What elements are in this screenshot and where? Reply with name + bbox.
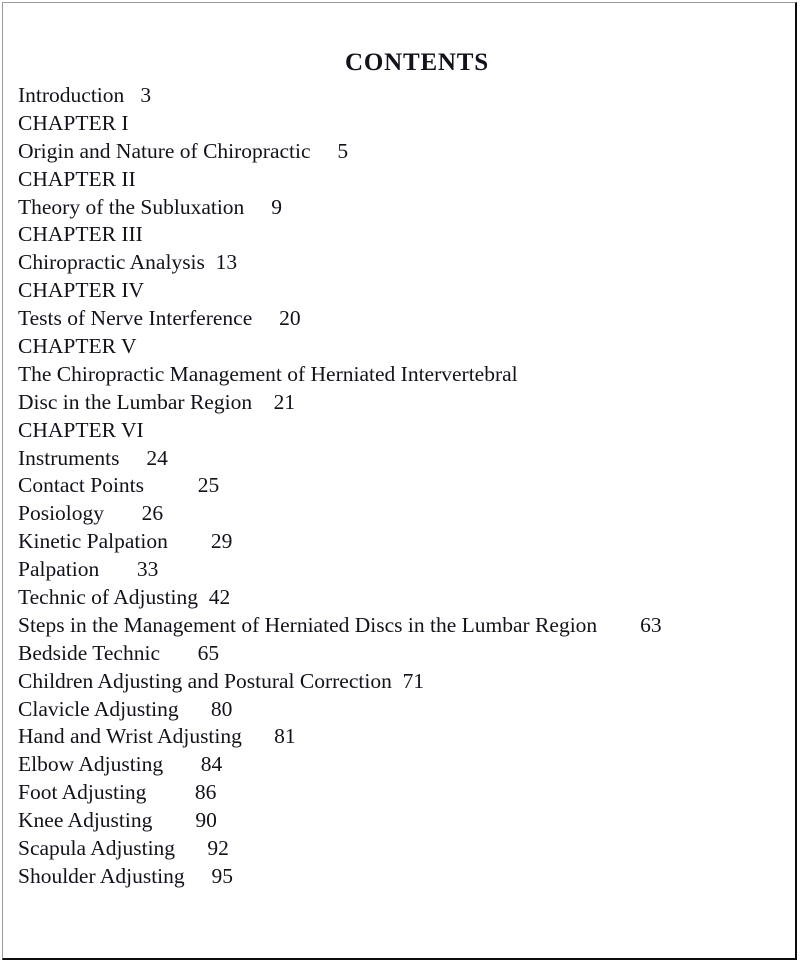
toc-entry-label: Elbow Adjusting [18, 752, 164, 777]
toc-entry[interactable] [18, 277, 798, 305]
toc-entry-label: Kinetic Palpation [18, 529, 168, 554]
toc-entry-page-number: 13 [215, 250, 238, 275]
toc-entry-label: Clavicle Adjusting [18, 696, 179, 721]
toc-entry-label: Origin and Nature of Chiropractic [18, 138, 311, 163]
toc-entry[interactable] [18, 779, 798, 807]
toc-entry-gap [242, 724, 274, 748]
toc-entry-gap [146, 780, 194, 804]
toc-entry[interactable] [18, 333, 798, 361]
toc-entry-page-number: 90 [195, 808, 217, 833]
toc-entry-page-number: 26 [141, 501, 164, 526]
toc-entry-page-number: 9 [271, 194, 282, 219]
toc-entry-label: Introduction [18, 83, 125, 107]
toc-entry-page-number: 42 [208, 585, 231, 610]
toc-entry-label: CHAPTER IV [18, 278, 145, 303]
table-of-contents-list [18, 82, 798, 891]
toc-entry[interactable] [18, 194, 798, 222]
toc-entry[interactable] [18, 612, 798, 640]
toc-entry[interactable] [18, 640, 798, 668]
toc-entry-gap [252, 306, 279, 330]
toc-entry-label: CHAPTER I [18, 110, 129, 135]
toc-entry-label: Scapula Adjusting [18, 836, 176, 861]
toc-entry[interactable] [18, 445, 798, 473]
toc-entry[interactable] [18, 863, 798, 891]
toc-entry-page-number: 20 [279, 306, 301, 331]
toc-entry-label: Chiropractic Analysis [18, 250, 205, 275]
toc-entry[interactable] [18, 556, 798, 584]
toc-entry-label: CHAPTER III [18, 222, 143, 247]
toc-entry-gap [198, 585, 209, 609]
toc-entry-label: Knee Adjusting [18, 808, 153, 833]
toc-entry-label: Foot Adjusting [18, 780, 147, 805]
toc-entry-gap [205, 250, 216, 274]
toc-entry-label: Children Adjusting and Postural Correction [18, 668, 392, 693]
toc-entry[interactable] [18, 166, 798, 194]
toc-entry-label: Tests of Nerve Interference [18, 306, 253, 331]
toc-entry-page-number: 80 [210, 696, 233, 721]
toc-entry-gap [597, 613, 640, 637]
page-title: CONTENTS [345, 49, 489, 76]
toc-entry[interactable] [18, 305, 798, 333]
toc-entry-label: Palpation [18, 557, 100, 582]
toc-entry-gap [144, 473, 198, 497]
toc-entry-label: Hand and Wrist Adjusting [18, 724, 242, 749]
toc-entry-page-number: 65 [197, 640, 220, 665]
toc-entry-page-number: 92 [207, 836, 229, 861]
toc-entry-page-number: 86 [194, 780, 217, 805]
toc-entry[interactable] [18, 500, 798, 528]
toc-entry-page-number: 24 [146, 445, 168, 470]
toc-entry[interactable] [18, 138, 798, 166]
toc-entry[interactable] [18, 361, 798, 389]
toc-entry[interactable] [18, 528, 798, 556]
toc-entry[interactable] [18, 668, 798, 696]
toc-entry-label: Theory of the Subluxation [18, 194, 245, 219]
toc-entry[interactable] [18, 807, 798, 835]
toc-entry-gap [252, 390, 274, 414]
toc-entry[interactable] [18, 82, 798, 110]
toc-entry[interactable] [18, 221, 798, 249]
toc-entry-label: CHAPTER V [18, 334, 137, 359]
toc-entry-gap [124, 83, 140, 107]
toc-entry-page-number: 29 [210, 529, 233, 554]
toc-entry-gap [311, 139, 338, 163]
toc-entry-gap [244, 195, 271, 219]
toc-entry-gap [152, 808, 195, 832]
toc-entry-label: Instruments [18, 445, 120, 470]
toc-entry[interactable] [18, 417, 798, 445]
toc-entry[interactable] [18, 249, 798, 277]
toc-entry-label: Posiology [18, 501, 105, 526]
toc-entry[interactable] [18, 696, 798, 724]
toc-entry[interactable] [18, 584, 798, 612]
toc-entry-page-number: 71 [402, 668, 425, 693]
toc-entry[interactable] [18, 472, 798, 500]
toc-entry-page-number: 33 [136, 557, 159, 582]
toc-entry-label: Bedside Technic [18, 640, 160, 665]
toc-entry-gap [175, 836, 207, 860]
toc-entry[interactable] [18, 110, 798, 138]
toc-entry-page-number: 3 [140, 83, 152, 107]
toc-entry[interactable] [18, 751, 798, 779]
toc-entry-page-number: 63 [640, 612, 662, 637]
toc-entry-page-number: 95 [211, 863, 234, 888]
toc-entry-gap [185, 864, 212, 888]
toc-entry-page-number: 84 [200, 752, 223, 777]
toc-entry-gap [120, 446, 147, 470]
toc-entry-page-number: 81 [274, 724, 296, 749]
toc-entry-page-number: 21 [273, 389, 296, 414]
toc-entry-label: Disc in the Lumbar Region [18, 389, 253, 414]
toc-entry-label: Contact Points [18, 473, 145, 498]
toc-entry-label: CHAPTER II [18, 166, 136, 191]
toc-entry-gap [99, 557, 137, 581]
toc-entry-gap [104, 501, 142, 525]
toc-entry-gap [160, 641, 198, 665]
toc-entry-page-number: 25 [197, 473, 220, 498]
toc-entry-gap [163, 752, 201, 776]
toc-entry-gap [168, 529, 211, 553]
toc-entry-gap [392, 669, 403, 693]
toc-entry-label: Technic of Adjusting [18, 585, 199, 610]
toc-entry[interactable] [18, 389, 798, 417]
toc-entry-page-number: 5 [337, 138, 349, 163]
toc-entry-label: The Chiropractic Management of Herniated Intervertebral [18, 361, 518, 386]
toc-entry[interactable] [18, 723, 798, 751]
toc-entry[interactable] [18, 835, 798, 863]
toc-entry-label: Steps in the Management of Herniated Discs in the Lumbar Region [18, 612, 598, 637]
toc-entry-label: Shoulder Adjusting [18, 863, 185, 888]
toc-entry-gap [179, 697, 211, 721]
toc-entry-label: CHAPTER VI [18, 417, 144, 442]
